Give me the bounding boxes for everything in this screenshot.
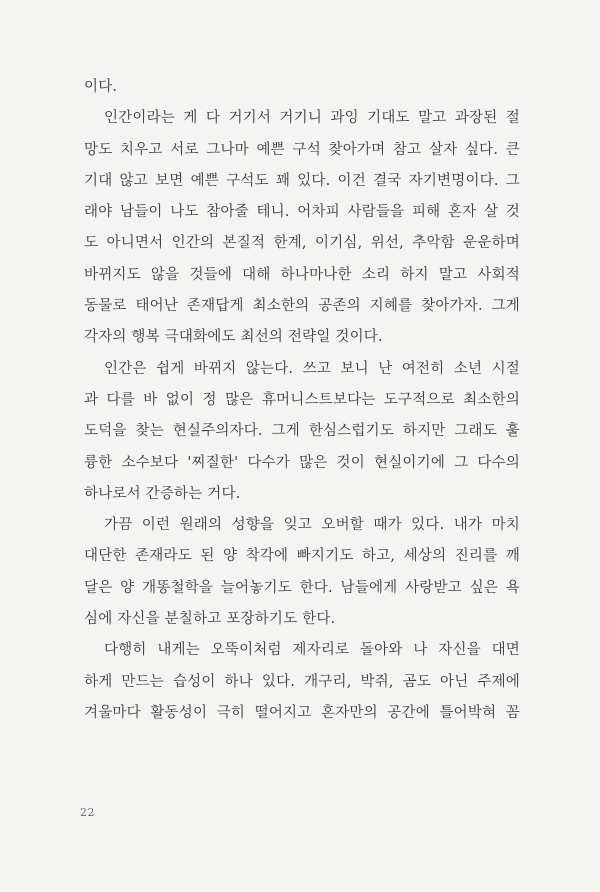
text-line: 인간은 쉽게 바뀌지 않는다. 쓰고 보니 난 여전히 소년 시절 (104, 360, 520, 377)
text-line: 다행히 내게는 오뚝이처럼 제자리로 돌아와 나 자신을 대면 (104, 642, 520, 659)
text-line: 래야 남들이 나도 참아줄 테니. 어차피 사람들을 피해 혼자 살 것 (84, 204, 520, 221)
text-line: 인간이라는 게 다 거기서 거기니 과잉 기대도 말고 과장된 절 (104, 110, 520, 127)
text-line: 대단한 존재라도 된 양 착각에 빠지기도 하고, 세상의 진리를 깨 (84, 548, 520, 565)
paragraph-3 (84, 354, 520, 510)
text-line: 도 아니면서 인간의 본질적 한계, 이기심, 위선, 추악함 운운하며 (84, 235, 520, 252)
text-line: 도덕을 찾는 현실주의자다. 그게 한심스럽기도 하지만 그래도 훌 (84, 423, 520, 440)
paragraph-5 (84, 635, 520, 729)
text-line: 하나로서 간증하는 거다. (84, 485, 241, 502)
text-line: 과 다를 바 없이 정 많은 휴머니스트보다는 도구적으로 최소한의 (84, 391, 520, 408)
text-line: 각자의 행복 극대화에도 최선의 전략일 것이다. (84, 329, 383, 346)
paragraph-4 (84, 510, 520, 635)
text-line: 가끔 이런 원래의 성향을 잊고 오버할 때가 있다. 내가 마치 (104, 517, 520, 534)
text-line: 달은 양 개똥철학을 늘어놓기도 한다. 남들에게 사랑받고 싶은 욕 (84, 579, 520, 596)
text-line: 망도 치우고 서로 그나마 예쁜 구석 찾아가며 참고 살자 싶다. 큰 (84, 141, 520, 158)
text-line: 륭한 소수보다 '찌질한' 다수가 많은 것이 현실이기에 그 다수의 (84, 454, 520, 471)
text-line: 기대 않고 보면 예쁜 구석도 꽤 있다. 이건 결국 자기변명이다. 그 (84, 172, 520, 189)
text-line: 겨울마다 활동성이 극히 떨어지고 혼자만의 공간에 틀어박혀 꼼 (84, 704, 520, 721)
paragraph-1 (84, 72, 520, 103)
text-line: 동물로 태어난 존재답게 최소한의 공존의 지혜를 찾아가자. 그게 (84, 298, 520, 315)
text-line: 하게 만드는 습성이 하나 있다. 개구리, 박쥐, 곰도 아닌 주제에 (84, 673, 520, 690)
body-text (84, 72, 520, 729)
text-line: 심에 자신을 분칠하고 포장하기도 한다. (84, 611, 336, 628)
text-line: 이다. (84, 79, 118, 95)
paragraph-2 (84, 103, 520, 353)
text-line: 바뀌지도 않을 것들에 대해 하나마나한 소리 하지 말고 사회적 (84, 266, 520, 283)
page-number: 22 (80, 806, 95, 819)
